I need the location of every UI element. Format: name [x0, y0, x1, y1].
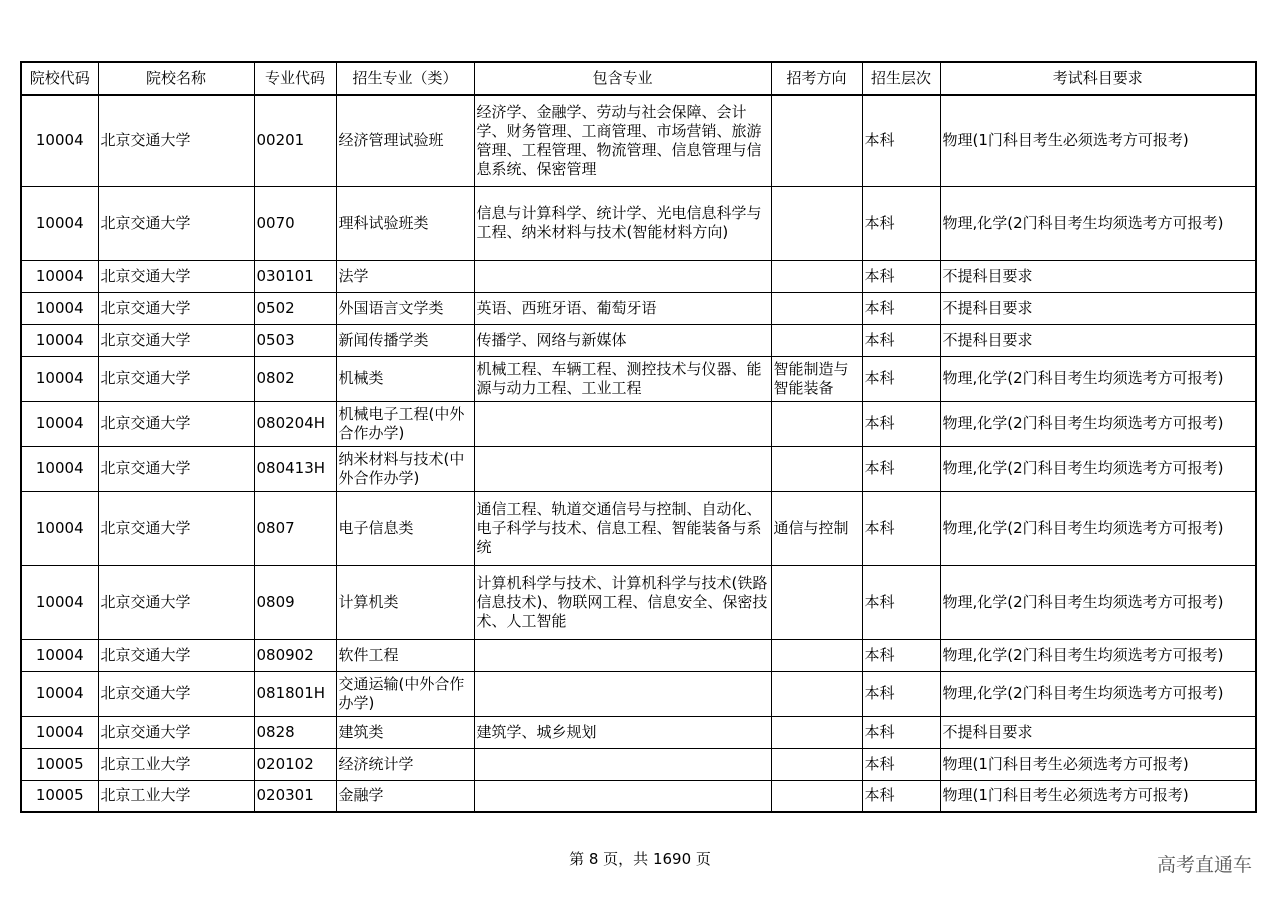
table-row [21, 95, 1256, 186]
major-code-cell: 0503 [254, 324, 336, 356]
school-name-cell: 北京交通大学 [98, 401, 254, 446]
table-row [21, 780, 1256, 812]
direction-cell [771, 671, 862, 716]
major-cell: 机械类 [336, 356, 474, 401]
includes-cell [474, 748, 771, 780]
header-school-code: 院校代码 [21, 62, 98, 95]
requirement-cell: 物理(1门科目考生必须选考方可报考) [940, 780, 1256, 812]
table-row [21, 671, 1256, 716]
major-code-cell: 0807 [254, 491, 336, 565]
level-cell: 本科 [862, 671, 940, 716]
major-code-cell: 080204H [254, 401, 336, 446]
requirement-cell: 不提科目要求 [940, 324, 1256, 356]
table-row [21, 186, 1256, 260]
school-name-cell: 北京交通大学 [98, 716, 254, 748]
school-code-cell: 10005 [21, 780, 98, 812]
school-code-cell: 10004 [21, 565, 98, 639]
header-school-name: 院校名称 [98, 62, 254, 95]
major-cell: 计算机类 [336, 565, 474, 639]
header-requirement: 考试科目要求 [940, 62, 1256, 95]
major-code-cell: 0502 [254, 292, 336, 324]
direction-cell [771, 401, 862, 446]
school-name-cell: 北京交通大学 [98, 95, 254, 186]
table-row [21, 491, 1256, 565]
includes-cell [474, 639, 771, 671]
includes-cell: 信息与计算科学、统计学、光电信息科学与工程、纳米材料与技术(智能材料方向) [474, 186, 771, 260]
major-cell: 新闻传播学类 [336, 324, 474, 356]
school-name-cell: 北京工业大学 [98, 780, 254, 812]
header-level: 招生层次 [862, 62, 940, 95]
direction-cell [771, 780, 862, 812]
direction-cell [771, 639, 862, 671]
level-cell: 本科 [862, 401, 940, 446]
requirement-cell: 物理,化学(2门科目考生均须选考方可报考) [940, 565, 1256, 639]
includes-cell [474, 671, 771, 716]
school-name-cell: 北京交通大学 [98, 639, 254, 671]
school-code-cell: 10004 [21, 401, 98, 446]
direction-cell [771, 446, 862, 491]
major-code-cell: 0828 [254, 716, 336, 748]
direction-cell [771, 292, 862, 324]
includes-cell: 经济学、金融学、劳动与社会保障、会计学、财务管理、工商管理、市场营销、旅游管理、工程管理、物流管理、信息管理与信息系统、保密管理 [474, 95, 771, 186]
school-code-cell: 10004 [21, 324, 98, 356]
direction-cell [771, 186, 862, 260]
page-footer: 第 8 页，共 1690 页 [569, 850, 711, 868]
direction-cell [771, 748, 862, 780]
direction-cell [771, 324, 862, 356]
requirement-cell: 物理,化学(2门科目考生均须选考方可报考) [940, 491, 1256, 565]
requirement-cell: 不提科目要求 [940, 716, 1256, 748]
includes-cell: 英语、西班牙语、葡萄牙语 [474, 292, 771, 324]
header-row [21, 62, 1256, 95]
school-code-cell: 10004 [21, 95, 98, 186]
table-row [21, 401, 1256, 446]
requirement-cell: 物理,化学(2门科目考生均须选考方可报考) [940, 401, 1256, 446]
major-code-cell: 0809 [254, 565, 336, 639]
direction-cell [771, 716, 862, 748]
major-cell: 机械电子工程(中外合作办学) [336, 401, 474, 446]
school-name-cell: 北京交通大学 [98, 186, 254, 260]
school-name-cell: 北京交通大学 [98, 292, 254, 324]
requirement-cell: 物理,化学(2门科目考生均须选考方可报考) [940, 186, 1256, 260]
major-code-cell: 081801H [254, 671, 336, 716]
major-cell: 外国语言文学类 [336, 292, 474, 324]
header-major: 招生专业（类） [336, 62, 474, 95]
direction-cell: 智能制造与智能装备 [771, 356, 862, 401]
includes-cell: 建筑学、城乡规划 [474, 716, 771, 748]
major-cell: 交通运输(中外合作办学) [336, 671, 474, 716]
school-name-cell: 北京交通大学 [98, 671, 254, 716]
direction-cell [771, 95, 862, 186]
includes-cell [474, 260, 771, 292]
level-cell: 本科 [862, 565, 940, 639]
school-name-cell: 北京交通大学 [98, 565, 254, 639]
requirement-cell: 物理,化学(2门科目考生均须选考方可报考) [940, 671, 1256, 716]
major-cell: 软件工程 [336, 639, 474, 671]
level-cell: 本科 [862, 491, 940, 565]
school-name-cell: 北京交通大学 [98, 446, 254, 491]
level-cell: 本科 [862, 748, 940, 780]
table-row [21, 446, 1256, 491]
major-code-cell: 020301 [254, 780, 336, 812]
school-code-cell: 10004 [21, 671, 98, 716]
direction-cell [771, 260, 862, 292]
level-cell: 本科 [862, 260, 940, 292]
requirement-cell: 物理,化学(2门科目考生均须选考方可报考) [940, 639, 1256, 671]
major-cell: 建筑类 [336, 716, 474, 748]
header-major-code: 专业代码 [254, 62, 336, 95]
level-cell: 本科 [862, 292, 940, 324]
includes-cell: 通信工程、轨道交通信号与控制、自动化、电子科学与技术、信息工程、智能装备与系统 [474, 491, 771, 565]
requirement-cell: 物理,化学(2门科目考生均须选考方可报考) [940, 356, 1256, 401]
level-cell: 本科 [862, 639, 940, 671]
requirement-cell: 物理(1门科目考生必须选考方可报考) [940, 95, 1256, 186]
major-cell: 理科试验班类 [336, 186, 474, 260]
level-cell: 本科 [862, 324, 940, 356]
includes-cell: 传播学、网络与新媒体 [474, 324, 771, 356]
level-cell: 本科 [862, 716, 940, 748]
major-cell: 法学 [336, 260, 474, 292]
table-row [21, 716, 1256, 748]
requirement-cell: 不提科目要求 [940, 260, 1256, 292]
requirement-cell: 不提科目要求 [940, 292, 1256, 324]
header-direction: 招考方向 [771, 62, 862, 95]
major-code-cell: 080902 [254, 639, 336, 671]
major-cell: 经济管理试验班 [336, 95, 474, 186]
level-cell: 本科 [862, 95, 940, 186]
level-cell: 本科 [862, 356, 940, 401]
includes-cell [474, 780, 771, 812]
school-code-cell: 10004 [21, 491, 98, 565]
major-cell: 金融学 [336, 780, 474, 812]
school-name-cell: 北京交通大学 [98, 491, 254, 565]
school-code-cell: 10004 [21, 356, 98, 401]
school-code-cell: 10004 [21, 292, 98, 324]
school-code-cell: 10004 [21, 446, 98, 491]
table-row [21, 748, 1256, 780]
table-row [21, 639, 1256, 671]
admission-table [20, 61, 1257, 813]
school-name-cell: 北京交通大学 [98, 324, 254, 356]
school-code-cell: 10004 [21, 639, 98, 671]
includes-cell [474, 401, 771, 446]
includes-cell: 计算机科学与技术、计算机科学与技术(铁路信息技术)、物联网工程、信息安全、保密技术、人工智能 [474, 565, 771, 639]
major-cell: 纳米材料与技术(中外合作办学) [336, 446, 474, 491]
requirement-cell: 物理,化学(2门科目考生均须选考方可报考) [940, 446, 1256, 491]
school-code-cell: 10004 [21, 260, 98, 292]
header-includes: 包含专业 [474, 62, 771, 95]
school-code-cell: 10004 [21, 186, 98, 260]
includes-cell: 机械工程、车辆工程、测控技术与仪器、能源与动力工程、工业工程 [474, 356, 771, 401]
table-row [21, 356, 1256, 401]
major-code-cell: 0070 [254, 186, 336, 260]
school-code-cell: 10005 [21, 748, 98, 780]
major-code-cell: 0802 [254, 356, 336, 401]
table-row [21, 565, 1256, 639]
requirement-cell: 物理(1门科目考生必须选考方可报考) [940, 748, 1256, 780]
table-row [21, 324, 1256, 356]
major-cell: 经济统计学 [336, 748, 474, 780]
major-code-cell: 020102 [254, 748, 336, 780]
school-code-cell: 10004 [21, 716, 98, 748]
table-row [21, 260, 1256, 292]
school-name-cell: 北京交通大学 [98, 260, 254, 292]
level-cell: 本科 [862, 780, 940, 812]
major-code-cell: 080413H [254, 446, 336, 491]
school-name-cell: 北京工业大学 [98, 748, 254, 780]
major-code-cell: 00201 [254, 95, 336, 186]
watermark-text: 高考直通车 [1156, 854, 1252, 876]
level-cell: 本科 [862, 186, 940, 260]
direction-cell [771, 565, 862, 639]
major-cell: 电子信息类 [336, 491, 474, 565]
includes-cell [474, 446, 771, 491]
level-cell: 本科 [862, 446, 940, 491]
table-row [21, 292, 1256, 324]
major-code-cell: 030101 [254, 260, 336, 292]
direction-cell: 通信与控制 [771, 491, 862, 565]
school-name-cell: 北京交通大学 [98, 356, 254, 401]
